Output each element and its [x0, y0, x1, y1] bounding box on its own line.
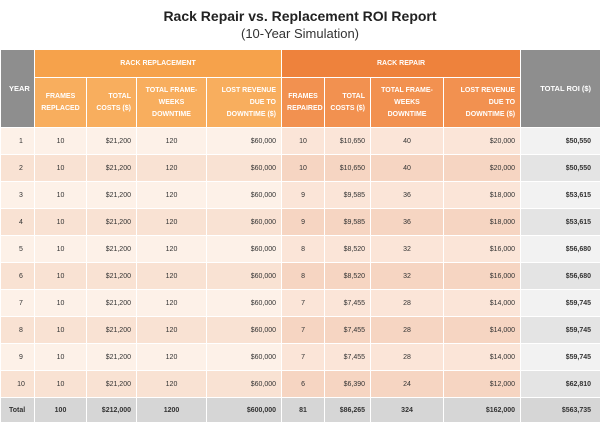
frames-repaired-cell: 6	[282, 371, 325, 398]
frames-repaired-cell: 7	[282, 290, 325, 317]
table-row	[1, 317, 600, 344]
total-roi-cell: $53,615	[521, 182, 600, 209]
total-replacement-costs: $212,000	[87, 398, 137, 423]
replacement-downtime-cell: 120	[137, 263, 207, 290]
frames-replaced-cell: 10	[35, 344, 87, 371]
repair-downtime-cell: 36	[371, 182, 444, 209]
frames-replaced-cell: 10	[35, 182, 87, 209]
report-title: Rack Repair vs. Replacement ROI Report	[163, 8, 437, 24]
total-roi-cell: $50,550	[521, 128, 600, 155]
replacement-costs-cell: $21,200	[87, 236, 137, 263]
report-header	[0, 0, 600, 49]
header-replacement-costs: TOTAL COSTS ($)	[87, 78, 137, 128]
replacement-costs-cell: $21,200	[87, 263, 137, 290]
header-repair-costs: TOTAL COSTS ($)	[325, 78, 371, 128]
replacement-downtime-cell: 120	[137, 371, 207, 398]
frames-replaced-cell: 10	[35, 236, 87, 263]
replacement-costs-cell: $21,200	[87, 209, 137, 236]
replacement-costs-cell: $21,200	[87, 371, 137, 398]
frames-replaced-cell: 10	[35, 290, 87, 317]
repair-costs-cell: $9,585	[325, 182, 371, 209]
report-subtitle: (10-Year Simulation)	[240, 26, 360, 41]
year-cell: 10	[1, 371, 35, 398]
replacement-costs-cell: $21,200	[87, 128, 137, 155]
repair-downtime-cell: 28	[371, 317, 444, 344]
repair-downtime-cell: 24	[371, 371, 444, 398]
replacement-lost-revenue-cell: $60,000	[207, 182, 282, 209]
repair-costs-cell: $7,455	[325, 317, 371, 344]
total-repair-costs: $86,265	[325, 398, 371, 423]
repair-lost-revenue-cell: $16,000	[444, 236, 521, 263]
year-cell: 7	[1, 290, 35, 317]
replacement-lost-revenue-cell: $60,000	[207, 128, 282, 155]
repair-downtime-cell: 40	[371, 128, 444, 155]
total-roi-cell: $59,745	[521, 344, 600, 371]
table-row	[1, 128, 600, 155]
total-replacement-lost-revenue: $600,000	[207, 398, 282, 423]
repair-costs-cell: $9,585	[325, 209, 371, 236]
replacement-lost-revenue-cell: $60,000	[207, 236, 282, 263]
header-total-roi: TOTAL ROI ($)	[521, 50, 600, 128]
replacement-downtime-cell: 120	[137, 182, 207, 209]
replacement-downtime-cell: 120	[137, 155, 207, 182]
header-year: YEAR	[1, 50, 35, 128]
total-frames-replaced: 100	[35, 398, 87, 423]
frames-repaired-cell: 9	[282, 182, 325, 209]
total-roi-cell: $56,680	[521, 236, 600, 263]
replacement-costs-cell: $21,200	[87, 317, 137, 344]
total-replacement-downtime: 1200	[137, 398, 207, 423]
repair-lost-revenue-cell: $20,000	[444, 155, 521, 182]
replacement-costs-cell: $21,200	[87, 344, 137, 371]
header-rack-repair: RACK REPAIR	[282, 50, 521, 78]
replacement-costs-cell: $21,200	[87, 182, 137, 209]
repair-downtime-cell: 32	[371, 236, 444, 263]
table-row	[1, 344, 600, 371]
replacement-lost-revenue-cell: $60,000	[207, 155, 282, 182]
repair-downtime-cell: 36	[371, 209, 444, 236]
frames-replaced-cell: 10	[35, 317, 87, 344]
frames-repaired-cell: 8	[282, 236, 325, 263]
table-row	[1, 155, 600, 182]
repair-lost-revenue-cell: $14,000	[444, 290, 521, 317]
table-row	[1, 209, 600, 236]
repair-costs-cell: $6,390	[325, 371, 371, 398]
replacement-lost-revenue-cell: $60,000	[207, 263, 282, 290]
repair-lost-revenue-cell: $20,000	[444, 128, 521, 155]
frames-replaced-cell: 10	[35, 128, 87, 155]
total-roi-cell: $62,810	[521, 371, 600, 398]
repair-costs-cell: $10,650	[325, 128, 371, 155]
frames-repaired-cell: 8	[282, 263, 325, 290]
frames-repaired-cell: 7	[282, 317, 325, 344]
frames-replaced-cell: 10	[35, 263, 87, 290]
frames-replaced-cell: 10	[35, 371, 87, 398]
header-frames-replaced: FRAMES REPLACED	[35, 78, 87, 128]
repair-lost-revenue-cell: $14,000	[444, 344, 521, 371]
table-row	[1, 182, 600, 209]
total-roi-cell: $53,615	[521, 209, 600, 236]
total-roi-cell: $59,745	[521, 290, 600, 317]
table-row	[1, 290, 600, 317]
header-replacement-downtime: TOTAL FRAME-WEEKS DOWNTIME	[137, 78, 207, 128]
replacement-downtime-cell: 120	[137, 128, 207, 155]
frames-repaired-cell: 10	[282, 128, 325, 155]
total-roi-cell: $56,680	[521, 263, 600, 290]
repair-lost-revenue-cell: $18,000	[444, 182, 521, 209]
repair-costs-cell: $10,650	[325, 155, 371, 182]
year-cell: 2	[1, 155, 35, 182]
table-row	[1, 263, 600, 290]
total-roi-cell: $50,550	[521, 155, 600, 182]
total-frames-repaired: 81	[282, 398, 325, 423]
frames-repaired-cell: 9	[282, 209, 325, 236]
replacement-lost-revenue-cell: $60,000	[207, 290, 282, 317]
replacement-lost-revenue-cell: $60,000	[207, 209, 282, 236]
repair-downtime-cell: 40	[371, 155, 444, 182]
year-cell: 6	[1, 263, 35, 290]
repair-costs-cell: $8,520	[325, 263, 371, 290]
frames-replaced-cell: 10	[35, 155, 87, 182]
year-cell: 9	[1, 344, 35, 371]
total-roi-cell: $59,745	[521, 317, 600, 344]
replacement-costs-cell: $21,200	[87, 290, 137, 317]
total-repair-downtime: 324	[371, 398, 444, 423]
total-label: Total	[1, 398, 35, 423]
repair-costs-cell: $7,455	[325, 290, 371, 317]
year-cell: 5	[1, 236, 35, 263]
header-repair-lost-revenue: LOST REVENUE DUE TO DOWNTIME ($)	[444, 78, 521, 128]
total-roi: $563,735	[521, 398, 600, 423]
repair-downtime-cell: 32	[371, 263, 444, 290]
roi-table	[0, 49, 600, 423]
year-cell: 8	[1, 317, 35, 344]
frames-replaced-cell: 10	[35, 209, 87, 236]
year-cell: 1	[1, 128, 35, 155]
year-cell: 3	[1, 182, 35, 209]
frames-repaired-cell: 10	[282, 155, 325, 182]
repair-costs-cell: $7,455	[325, 344, 371, 371]
repair-lost-revenue-cell: $14,000	[444, 317, 521, 344]
frames-repaired-cell: 7	[282, 344, 325, 371]
header-rack-replacement: RACK REPLACEMENT	[35, 50, 282, 78]
repair-downtime-cell: 28	[371, 344, 444, 371]
total-row	[1, 398, 600, 423]
total-repair-lost-revenue: $162,000	[444, 398, 521, 423]
replacement-lost-revenue-cell: $60,000	[207, 317, 282, 344]
repair-costs-cell: $8,520	[325, 236, 371, 263]
year-cell: 4	[1, 209, 35, 236]
header-repair-downtime: TOTAL FRAME-WEEKS DOWNTIME	[371, 78, 444, 128]
repair-lost-revenue-cell: $12,000	[444, 371, 521, 398]
table-row	[1, 236, 600, 263]
replacement-downtime-cell: 120	[137, 209, 207, 236]
replacement-costs-cell: $21,200	[87, 155, 137, 182]
header-replacement-lost-revenue: LOST REVENUE DUE TO DOWNTIME ($)	[207, 78, 282, 128]
header-frames-repaired: FRAMES REPAIRED	[282, 78, 325, 128]
replacement-downtime-cell: 120	[137, 290, 207, 317]
replacement-downtime-cell: 120	[137, 344, 207, 371]
replacement-lost-revenue-cell: $60,000	[207, 371, 282, 398]
replacement-downtime-cell: 120	[137, 317, 207, 344]
table-row	[1, 371, 600, 398]
replacement-lost-revenue-cell: $60,000	[207, 344, 282, 371]
repair-lost-revenue-cell: $18,000	[444, 209, 521, 236]
repair-downtime-cell: 28	[371, 290, 444, 317]
repair-lost-revenue-cell: $16,000	[444, 263, 521, 290]
replacement-downtime-cell: 120	[137, 236, 207, 263]
